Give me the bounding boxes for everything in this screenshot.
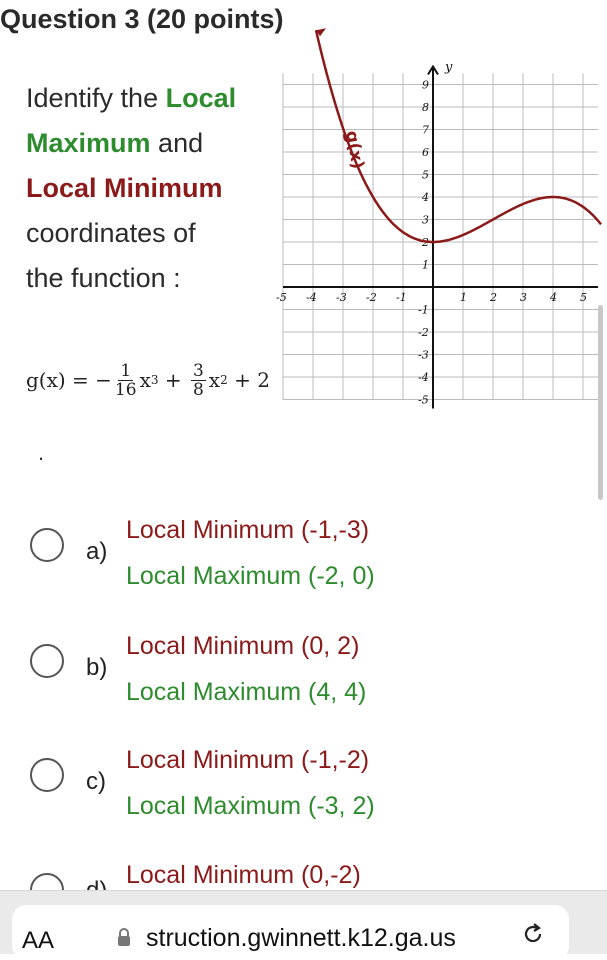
y-tick-label: 3 — [422, 213, 429, 227]
function-formula — [26, 350, 270, 410]
y-tick-label: 4 — [422, 191, 429, 204]
option-max-text: Local Maximum (4, 4) — [126, 678, 367, 706]
formula-x: x — [208, 368, 221, 392]
option-min-text: Local Minimum (0,-2) — [126, 861, 361, 889]
fraction-numerator: 3 — [192, 360, 204, 381]
question-prompt — [26, 76, 296, 301]
y-tick-label: 2 — [422, 236, 429, 249]
prompt-and: and — [150, 128, 204, 158]
radio-button[interactable] — [30, 644, 64, 678]
formula-exponent: 3 — [150, 373, 159, 387]
lock-icon — [116, 927, 132, 947]
y-tick-label: 9 — [422, 78, 429, 92]
x-tick-label: 2 — [490, 291, 497, 304]
x-tick-label: 4 — [550, 291, 557, 304]
fraction-1-16 — [115, 362, 137, 399]
y-tick-label: -4 — [418, 371, 429, 384]
y-tick-label: -1 — [418, 303, 429, 317]
scrollbar[interactable] — [598, 305, 603, 500]
option-min-text: Local Minimum (-1,-2) — [126, 746, 370, 774]
prompt-local: Local — [165, 83, 237, 113]
y-tick-label: -2 — [418, 326, 429, 339]
text-size-button[interactable]: AA — [22, 927, 55, 954]
option-max-text: Local Maximum (-2, 0) — [126, 562, 375, 590]
x-tick-label: 5 — [580, 291, 587, 304]
browser-bottom-bar — [0, 890, 607, 954]
option-max-text: Local Maximum (-3, 2) — [126, 792, 375, 820]
prompt-function: the function : — [26, 263, 181, 293]
y-tick-label: 6 — [422, 146, 429, 159]
fraction-numerator: 1 — [120, 360, 132, 381]
function-graph — [276, 60, 600, 407]
fraction-denominator: 16 — [114, 379, 137, 400]
x-tick-label: -5 — [276, 291, 287, 304]
formula-x: x — [139, 368, 151, 392]
prompt-maximum: Maximum — [26, 128, 151, 158]
x-tick-label: 1 — [460, 291, 467, 304]
fraction-denominator: 8 — [192, 379, 204, 400]
option-letter: c) — [86, 768, 106, 795]
prompt-local-minimum: Local Minimum — [26, 173, 223, 203]
x-tick-label: -1 — [396, 291, 407, 304]
period-mark: . — [38, 440, 45, 465]
x-tick-label: -4 — [306, 291, 317, 304]
prompt-text: Identify the — [26, 83, 166, 113]
y-axis-label: y — [445, 60, 453, 75]
x-tick-label: 3 — [520, 291, 527, 304]
reload-icon[interactable] — [520, 921, 546, 947]
formula-plus: + — [158, 368, 188, 392]
option-min-text: Local Minimum (0, 2) — [126, 632, 360, 660]
option-letter: a) — [86, 538, 108, 565]
y-tick-label: 7 — [422, 123, 429, 137]
formula-constant: + 2 — [227, 368, 270, 392]
x-tick-label: -3 — [336, 291, 347, 304]
fraction-3-8 — [191, 362, 206, 399]
formula-lhs: g(x) = − — [26, 368, 112, 392]
y-tick-label: -5 — [418, 393, 429, 407]
formula-exponent: 2 — [220, 373, 228, 387]
y-tick-label: 8 — [422, 101, 429, 114]
curve-label: g(x) — [341, 129, 368, 171]
option-min-text: Local Minimum (-1,-3) — [126, 516, 370, 544]
y-tick-label: 5 — [422, 168, 429, 182]
prompt-coordinates: coordinates of — [26, 218, 196, 248]
y-tick-label: 1 — [422, 258, 429, 272]
option-letter: b) — [86, 654, 108, 681]
radio-button[interactable] — [30, 758, 64, 792]
url-text[interactable]: struction.gwinnett.k12.ga.us — [146, 924, 456, 952]
x-tick-label: -2 — [366, 291, 377, 304]
question-header: Question 3 (20 points) — [0, 4, 284, 34]
radio-button[interactable] — [30, 528, 64, 562]
y-tick-label: -3 — [418, 348, 429, 362]
